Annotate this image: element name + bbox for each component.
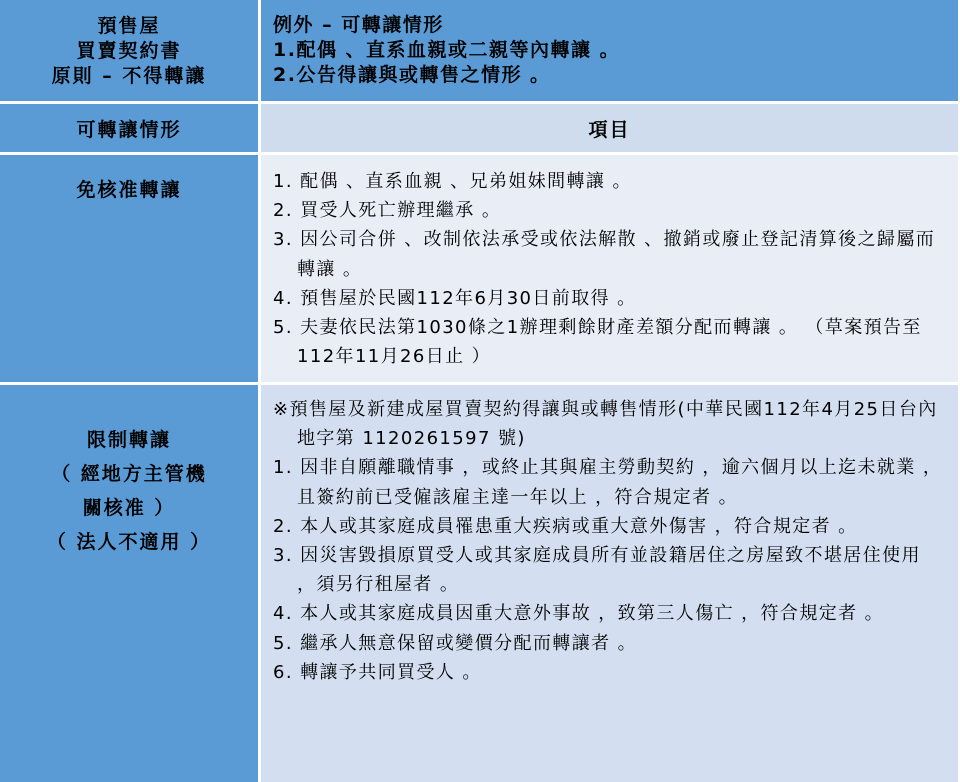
restricted-label-line: 限制轉讓 [86,429,171,451]
list-item: 2. 買受人死亡辦理繼承 。 [273,200,502,222]
header-left-line: 買賣契約書 [76,40,182,62]
list-item: 4. 預售屋於民國112年6月30日前取得 。 [273,287,637,309]
column-header-items-label: 項目 [588,118,631,141]
column-header-situation [0,104,258,152]
list-item: 3. 因公司合併 、改制依法承受或依法解散 、撤銷或廢止登記清算後之歸屬而轉讓 。 [273,229,936,280]
list-item: 2. 本人或其家庭成員罹患重大疾病或重大意外傷害 ，符合規定者 。 [273,515,858,537]
list-item: 5. 夫妻依民法第1030條之1辦理剩餘財產差額分配而轉讓 。 （草案預告至112年11月26日止 ） [273,317,922,368]
restricted-transfer-cell [0,385,258,782]
list-item: 6. 轉讓予共同買受人 。 [273,661,482,683]
list-item: 4. 本人或其家庭成員因重大意外事故 ，致第三人傷亡 ，符合規定者 。 [273,603,885,625]
restricted-items-list [261,385,958,782]
list-item: 3. 因災害毀損原買受人或其家庭成員所有並設籍居住之房屋致不堪居住使用 ，須另行租屋者 。 [273,545,921,596]
list-item: 5. 繼承人無意保留或變價分配而轉讓者 。 [273,632,638,654]
column-header-situation-label: 可轉讓情形 [76,118,182,141]
exempt-transfer-cell [0,155,258,382]
header-right-line: 1.配偶 、直系血親或二親等內轉讓 。 [273,39,621,61]
header-left-line: 原則 – 不得轉讓 [51,65,207,87]
header-right-line: 例外 – 可轉讓情形 [273,14,444,36]
restricted-label-line: 關核准 ） [82,497,176,519]
regulation-note: ※預售屋及新建成屋買賣契約得讓與或轉售情形(中華民國112年4月25日台內地字第 1120261597 號) [273,399,938,450]
header-right-line: 2.公告得讓與或轉售之情形 。 [273,64,551,86]
column-header-items [261,104,958,152]
header-principle-cell [0,0,258,101]
restricted-label-line: （ 經地方主管機 [51,463,207,485]
exempt-items-list [261,155,958,382]
list-item: 1. 因非自願離職情事 ，或終止其與雇主勞動契約 ，逾六個月以上迄未就業 ，且簽約前已受僱該雇主達一年以上 ，符合規定者 。 [273,457,943,508]
list-item: 1. 配偶 、直系血親 、兄弟姐妹間轉讓 。 [273,171,632,192]
header-left-line: 預售屋 [97,15,161,37]
header-exception-cell [261,0,958,101]
exempt-transfer-label: 免核准轉讓 [76,179,182,201]
restricted-label-line: （ 法人不適用 ） [46,531,212,553]
